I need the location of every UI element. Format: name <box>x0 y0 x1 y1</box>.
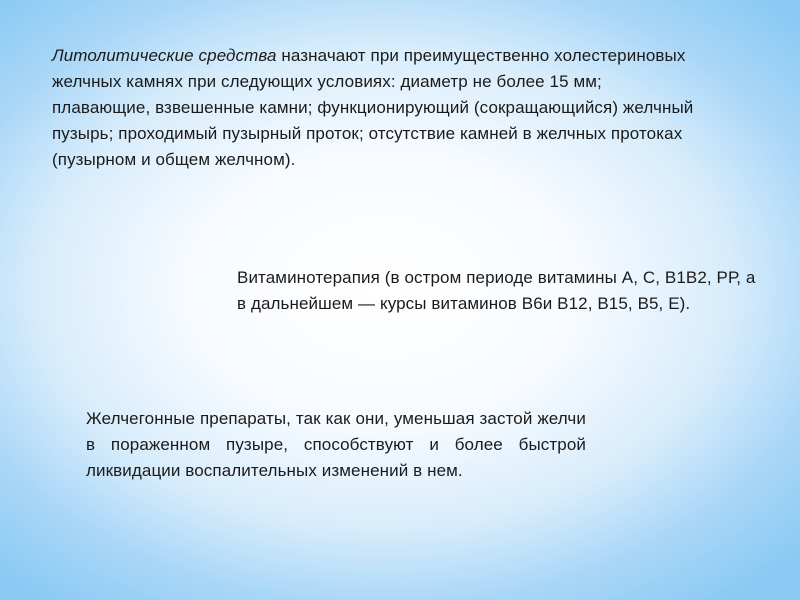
lithotic-agents-term: Литолитические средства <box>52 46 277 65</box>
lithotic-agents-paragraph <box>52 43 702 173</box>
lithotic-agents-text: назначают при преимущественно холестериновых желчных камнях при следующих условиях: диаметр не более 15 мм; плавающие, взвешенные камни; функционирующий (сокращающийся) желчный пузырь; проходимый пузырный проток; отсутствие камней в желчных протоках (пузырном и общем желчном). <box>52 46 694 169</box>
vitamin-therapy-paragraph: Витаминотерапия (в остром периоде витамины А, С, В1В2, РР, а в дальнейшем — курсы витаминов В6и В12, В15, В5, Е). <box>237 268 756 313</box>
choleretic-drugs-paragraph: Желчегонные препараты, так как они, уменьшая застой желчи в пораженном пузыре, способствуют и более быстрой ликвидации воспалительных изменений в нем. <box>86 409 586 480</box>
